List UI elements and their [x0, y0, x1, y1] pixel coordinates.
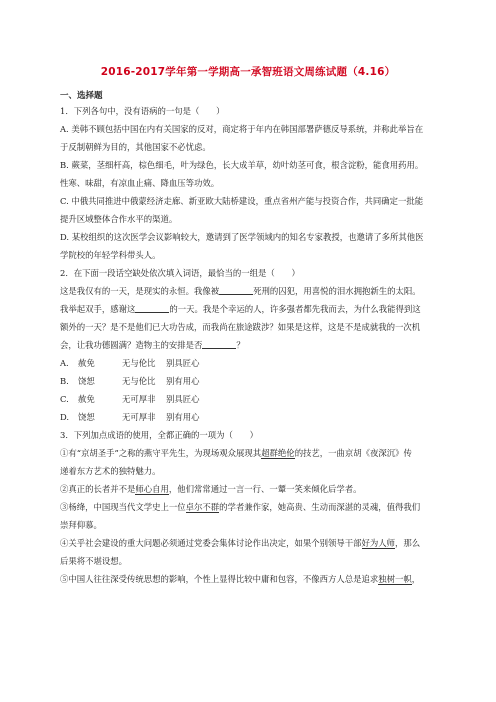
marked-idiom: 师心自用 — [135, 484, 169, 494]
question-3-stem: 3．下列加点成语的使用，全都正确的一项为（ ） — [60, 430, 258, 440]
q1-option-b-line2: 性寒、味甜，有凉血止痛、降血压等功效。 — [60, 178, 220, 188]
q1-option-a-line2: 于反制朝鲜为目的，其他国家不必忧虑。 — [60, 142, 211, 152]
q2-passage-line2 — [60, 304, 421, 315]
q3-text: 的学者兼作家，她高贵、生动而深湛的灵魂，值得我们 — [219, 502, 421, 512]
blank-1 — [219, 286, 253, 295]
q3-text: ，他们常常通过一言一行、一颦一笑来倾化后学者。 — [168, 484, 362, 494]
q3-text: ，那么 — [395, 538, 421, 548]
option-word: 无可厚非 — [122, 394, 156, 404]
q3-text: ⑤中国人往往深受传统思想的影响，个性上显得比较中庸和包容，不像西方人总是追求 — [60, 574, 379, 584]
q3-item-5-line1 — [60, 574, 420, 585]
q1-option-b-line1: B. 蕨菜，茎细杆高，棕色细毛，叶为绿色，长大成羊草，幼叶幼茎可食，根含淀粉，能食用药用。 — [60, 160, 424, 170]
q3-item-1-line2: 递着东方艺术的独特魅力。 — [60, 466, 161, 476]
q3-text: ②真正的长者并不是 — [60, 484, 136, 494]
q2-text: 这是我仅有的一天，是现实的永恒。我像被 — [60, 286, 220, 296]
option-word: 饶恕 — [78, 412, 95, 422]
q1-option-a-line1: A. 美韩不顾包括中国在内有关国家的反对，商定将于年内在韩国部署萨德反导系统，并称此举旨在 — [60, 124, 424, 134]
question-1-stem: 1．下列各句中，没有语病的一句是（ ） — [60, 106, 225, 116]
q1-option-d-line2: 学院校的年轻学科带头人。 — [60, 250, 161, 260]
q3-text: ， — [411, 574, 421, 584]
marked-idiom: 好为人师 — [361, 538, 395, 548]
q3-item-4-line1 — [60, 538, 420, 549]
q3-text: 的技艺，一曲京胡《夜深沉》传 — [294, 448, 412, 458]
option-key: D. — [60, 412, 70, 422]
option-word: 赦免 — [78, 358, 95, 368]
option-word: 无与伦比 — [122, 376, 156, 386]
q2-option-b — [60, 376, 200, 387]
q3-item-3-line2: 崇拜仰慕。 — [60, 520, 102, 530]
option-word: 别具匠心 — [166, 394, 200, 404]
option-word: 无可厚非 — [122, 412, 156, 422]
q2-text: 的一天。我是个幸运的人，许多强者都先我而去，为什么我能得到这 — [169, 304, 421, 314]
q2-text: 我举起双手，感谢这 — [60, 304, 136, 314]
option-word: 无与伦比 — [122, 358, 156, 368]
blank-2 — [135, 304, 169, 313]
option-word: 赦免 — [78, 394, 95, 404]
marked-idiom: 独树一帜 — [378, 574, 412, 584]
q3-item-2 — [60, 484, 362, 495]
q2-option-a — [60, 358, 200, 369]
question-2-stem: 2．在下面一段话空缺处依次填入词语，最恰当的一组是（ ） — [60, 268, 300, 278]
q2-passage-line1 — [60, 286, 421, 297]
q3-item-3-line1 — [60, 502, 420, 513]
q2-option-c — [60, 394, 200, 405]
q3-item-4-line2: 后果将不堪设想。 — [60, 556, 127, 566]
option-word: 别有用心 — [166, 412, 200, 422]
option-word: 别具匠心 — [166, 358, 200, 368]
blank-3 — [202, 340, 236, 349]
q3-text: ④关乎社会建设的重大问题必须通过党委会集体讨论作出决定，如果个别领导干部 — [60, 538, 362, 548]
q2-passage-line4 — [60, 340, 245, 351]
option-key: B. — [60, 376, 69, 386]
option-key: A. — [60, 358, 69, 368]
marked-idiom: 卓尔不群 — [185, 502, 220, 512]
q2-text: 死刑的囚犯，用喜悦的泪水拥抱新生的太阳。 — [253, 286, 421, 296]
q1-option-d-line1: D. 某校组织的这次医学会议影响较大，邀请到了医学领域内的知名专家教授，也邀请了多所其他医 — [60, 232, 424, 242]
option-word: 别有用心 — [166, 376, 200, 386]
q2-text: ？ — [236, 340, 245, 350]
q1-option-c-line2: 提升区域整体合作水平的渠道。 — [60, 214, 178, 224]
q2-text: 会，让我功德圆满？造物主的安排是否 — [60, 340, 203, 350]
q2-passage-line3: 额外的一天？是不是他们已大功告成，而我尚在旅途跋涉？如果是这样，这是不是成就我的一次机 — [60, 322, 421, 332]
page-title: 2016-2017学年第一学期高一承智班语文周练试题（4.16） — [100, 66, 396, 78]
marked-idiom: 超群绝伦 — [261, 448, 295, 458]
q1-option-c-line1: C. 中俄共同推进中俄蒙经济走廊、新亚欧大陆桥建设，重点省州产能与投资合作，共同确定一批能 — [60, 196, 424, 206]
option-word: 饶恕 — [78, 376, 95, 386]
q3-item-1-line1 — [60, 448, 412, 459]
q2-option-d — [60, 412, 200, 423]
option-key: C. — [60, 394, 69, 404]
q3-text: ③杨绛，中国现当代文学史上一位 — [60, 502, 186, 512]
q3-text: ①有“京胡圣手”之称的燕守平先生，为现场观众展现其 — [60, 448, 262, 458]
section-heading: 一、选择题 — [60, 91, 103, 101]
